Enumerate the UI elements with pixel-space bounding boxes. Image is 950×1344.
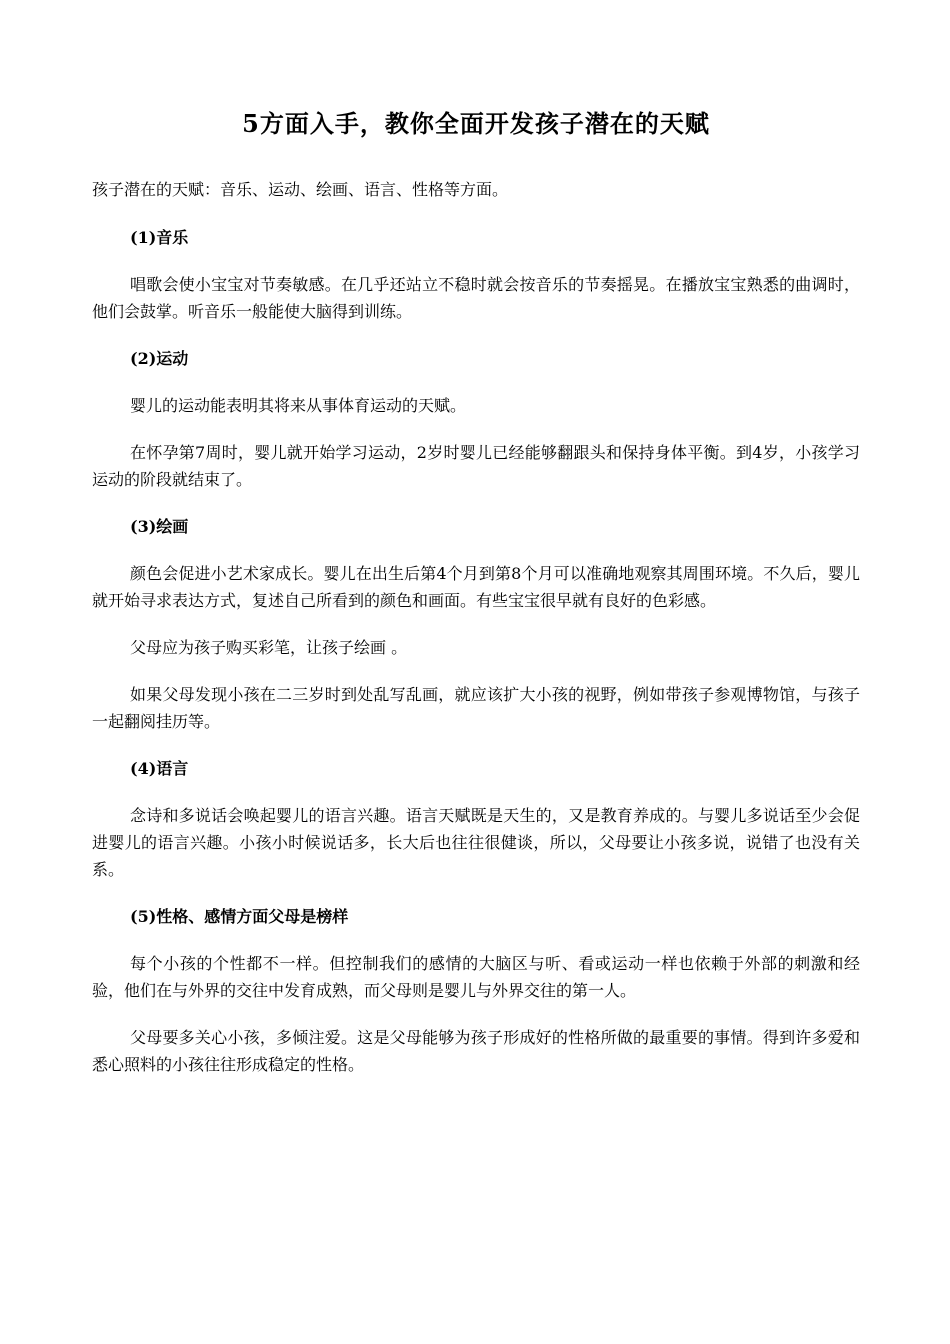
document-title: 5方面入手，教你全面开发孩子潜在的天赋 xyxy=(242,109,710,138)
section-heading-drawing: (3)绘画 xyxy=(130,517,189,536)
section-heading-language: (4)语言 xyxy=(130,759,189,778)
section-heading-music: (1)音乐 xyxy=(130,228,189,247)
character-paragraph-2: 父母要多关心小孩，多倾注爱。这是父母能够为孩子形成好的性格所做的最重要的事情。得到许多爱和悉心照料的小孩往往形成稳定的性格。 xyxy=(92,1028,860,1074)
section-heading-character: (5)性格、感情方面父母是榜样 xyxy=(130,907,349,926)
drawing-paragraph-3: 如果父母发现小孩在二三岁时到处乱写乱画，就应该扩大小孩的视野，例如带孩子参观博物馆，与孩子一起翻阅挂历等。 xyxy=(92,685,860,731)
sports-paragraph-1: 婴儿的运动能表明其将来从事体育运动的天赋。 xyxy=(130,396,467,415)
section-heading-sports: (2)运动 xyxy=(130,349,189,368)
language-paragraph: 念诗和多说话会唤起婴儿的语言兴趣。语言天赋既是天生的，又是教育养成的。与婴儿多说话至少会促进婴儿的语言兴趣。小孩小时候说话多，长大后也往往很健谈，所以，父母要让小孩多说，说错了也没有关系。 xyxy=(92,806,860,879)
sports-paragraph-2: 在怀孕第7周时，婴儿就开始学习运动，2岁时婴儿已经能够翻跟头和保持身体平衡。到4岁，小孩学习运动的阶段就结束了。 xyxy=(92,443,860,489)
document-page xyxy=(92,108,860,1098)
intro-paragraph: 孩子潜在的天赋：音乐、运动、绘画、语言、性格等方面。 xyxy=(92,180,509,199)
drawing-paragraph-2: 父母应为孩子购买彩笔，让孩子绘画 。 xyxy=(130,638,408,657)
music-paragraph: 唱歌会使小宝宝对节奏敏感。在几乎还站立不稳时就会按音乐的节奏摇晃。在播放宝宝熟悉的曲调时，他们会鼓掌。听音乐一般能使大脑得到训练。 xyxy=(92,275,860,321)
drawing-paragraph-1: 颜色会促进小艺术家成长。婴儿在出生后第4个月到第8个月可以准确地观察其周围环境。不久后，婴儿就开始寻求表达方式，复述自己所看到的颜色和画面。有些宝宝很早就有良好的色彩感。 xyxy=(92,564,860,610)
character-paragraph-1: 每个小孩的个性都不一样。但控制我们的感情的大脑区与听、看或运动一样也依赖于外部的刺激和经验，他们在与外界的交往中发育成熟，而父母则是婴儿与外界交往的第一人。 xyxy=(92,954,860,1000)
